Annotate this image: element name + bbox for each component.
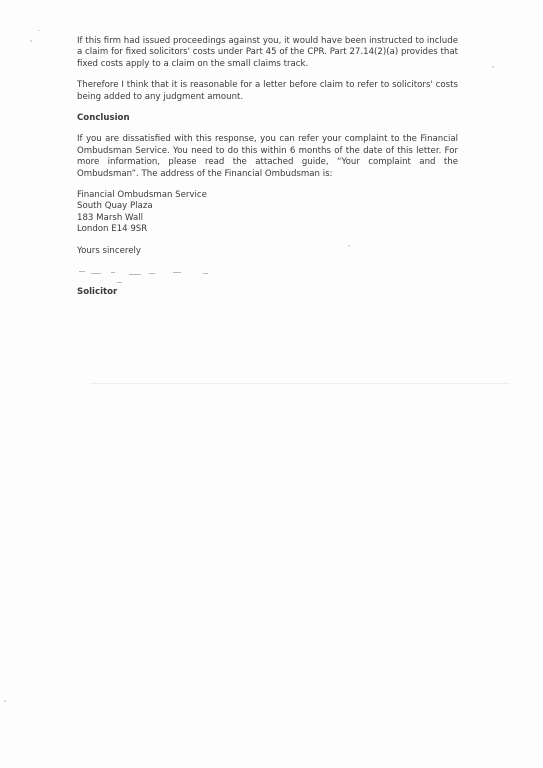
letter-body — [77, 36, 458, 299]
address-line: South Quay Plaza — [77, 201, 153, 212]
signature — [77, 261, 237, 287]
sign-off: Yours sincerely — [77, 245, 141, 256]
address-line: 183 Marsh Wall — [77, 212, 143, 223]
conclusion-heading: Conclusion — [77, 113, 130, 124]
address-line: London E14 9SR — [77, 224, 148, 235]
costs-paragraph: If this firm had issued proceedings against you, it would have been instructed to include a claim for fixed solicitors' costs under Part 45 of the CPR. Part 27.14(2)(a) provides that fixed costs apply to a claim on the small claims track. — [77, 36, 458, 69]
scan-speck — [492, 66, 494, 68]
signer-title: Solicitor — [77, 287, 118, 298]
scan-speck — [30, 40, 32, 42]
reasonable-paragraph: Therefore I think that it is reasonable for a letter before claim to refer to solicitors' costs being added to any judgment amount. — [77, 80, 458, 102]
ombudsman-address — [77, 190, 458, 236]
scan-speck — [4, 700, 6, 702]
scan-line — [90, 383, 510, 384]
scan-speck — [38, 30, 40, 31]
address-line: Financial Ombudsman Service — [77, 190, 207, 201]
ombudsman-paragraph: If you are dissatisfied with this response, you can refer your complaint to the Financial Ombudsman Service. You need to do this within 6 months of the date of this letter. For more information, please read the attached guide, “Your complaint and the Ombudsman”. The address of the Financial Ombudsman is: — [77, 134, 458, 179]
